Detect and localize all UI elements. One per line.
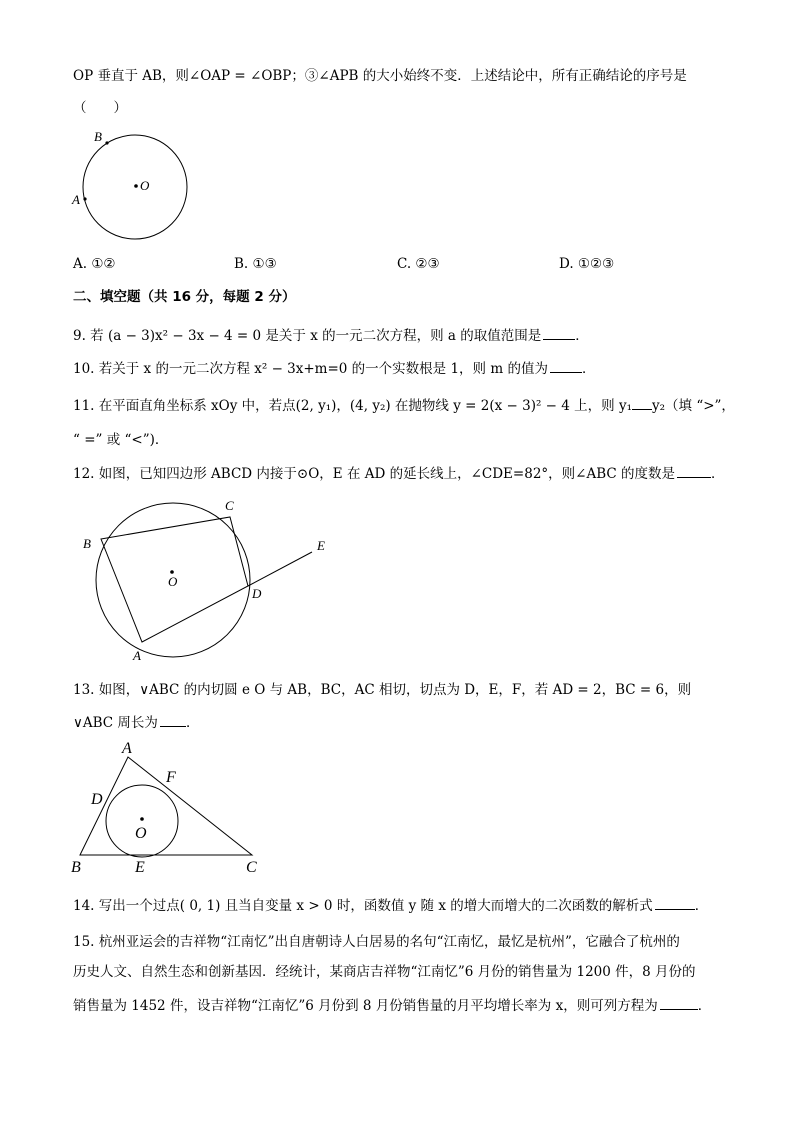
- q12-label-a: A: [133, 648, 141, 663]
- q8-center-point: [134, 184, 138, 188]
- q13-center-point: [140, 817, 144, 821]
- q14-text: 14. 写出一个过点( 0, 1) 且当自变量 x > 0 时，函数值 y 随 x 的增大而增大的二次函数的解析式 ．: [73, 895, 708, 916]
- q12-label-c: C: [225, 498, 234, 513]
- q13-label-b: B: [71, 859, 81, 876]
- q13-label-d: D: [91, 791, 103, 808]
- q8-option-b: B. ①③: [234, 256, 277, 272]
- q12-figure: [76, 492, 346, 667]
- q11-text-line1: 11. 在平面直角坐标系 xOy 中，若点(2, y₁)，(4, y₂) 在抛物线 y = 2(x − 3)² − 4 上，则 y₁ y₂（填 “>”，: [73, 395, 735, 416]
- q12-label-b: B: [83, 536, 91, 551]
- q8-point-a: [83, 197, 86, 200]
- q12-extension-de: [248, 552, 312, 586]
- q15-text-line1: 15. 杭州亚运会的吉祥物“江南忆”出自唐朝诗人白居易的名句“江南忆，最忆是杭州”，它融合了杭州的: [73, 934, 680, 950]
- q12-label-e: E: [317, 538, 325, 553]
- q10-text: 10. 若关于 x 的一元二次方程 x² − 3x+m=0 的一个实数根是 1，则 m 的值为 ．: [73, 358, 595, 379]
- q12-label-d: D: [252, 586, 262, 601]
- q8-option-a: A. ①②: [73, 256, 116, 272]
- q15-text-line3: 销售量为 1452 件，设吉祥物“江南忆”6 月份到 8 月份销售量的月平均增长率为 x，则可列方程为 ．: [73, 995, 711, 1016]
- q13-incircle: [106, 785, 178, 857]
- q15-text-line2: 历史人文、自然生态和创新基因．经统计，某商店吉祥物“江南忆”6 月份的销售量为 1200 件，8 月份的: [73, 964, 696, 980]
- q13-label-a: A: [122, 740, 132, 757]
- q12-label-o: O: [168, 574, 178, 589]
- q8-label-b: B: [94, 129, 102, 144]
- q8-answer-bracket: （ ）: [73, 100, 127, 116]
- q11-text-line2: “ =” 或 “<”)．: [73, 432, 169, 448]
- q12-text: 12. 如图，已知四边形 ABCD 内接于⊙O，E 在 AD 的延长线上，∠CDE=82°，则∠ABC 的度数是 ．: [73, 463, 725, 484]
- q8-point-b: [105, 141, 108, 144]
- q13-text-line1: 13. 如图，∨ABC 的内切圆 e O 与 AB，BC，AC 相切，切点为 D，E，F，若 AD = 2，BC = 6，则: [73, 682, 692, 698]
- q8-option-c: C. ②③: [397, 256, 440, 272]
- q8-text-line1: OP 垂直于 AB，则∠OAP = ∠OBP；③∠APB 的大小始终不变．上述结论中，所有正确结论的序号是: [73, 68, 687, 84]
- q13-figure: [66, 738, 276, 878]
- q8-option-d: D. ①②③: [559, 256, 615, 272]
- q13-label-e: E: [135, 859, 145, 876]
- q13-label-o: O: [135, 825, 147, 842]
- q13-label-c: C: [246, 859, 257, 876]
- q9-text: 9. 若 (a − 3)x² − 3x − 4 = 0 是关于 x 的一元二次方程，则 a 的取值范围是 ．: [73, 325, 589, 346]
- q8-label-o: O: [140, 178, 150, 193]
- section-title: 二、填空题（共 16 分，每题 2 分）: [73, 289, 296, 305]
- q13-label-f: F: [166, 769, 176, 786]
- q13-text-line2: ∨ABC 周长为 ．: [73, 712, 199, 733]
- q8-label-a: A: [72, 192, 80, 207]
- q8-circle-figure: [66, 125, 196, 250]
